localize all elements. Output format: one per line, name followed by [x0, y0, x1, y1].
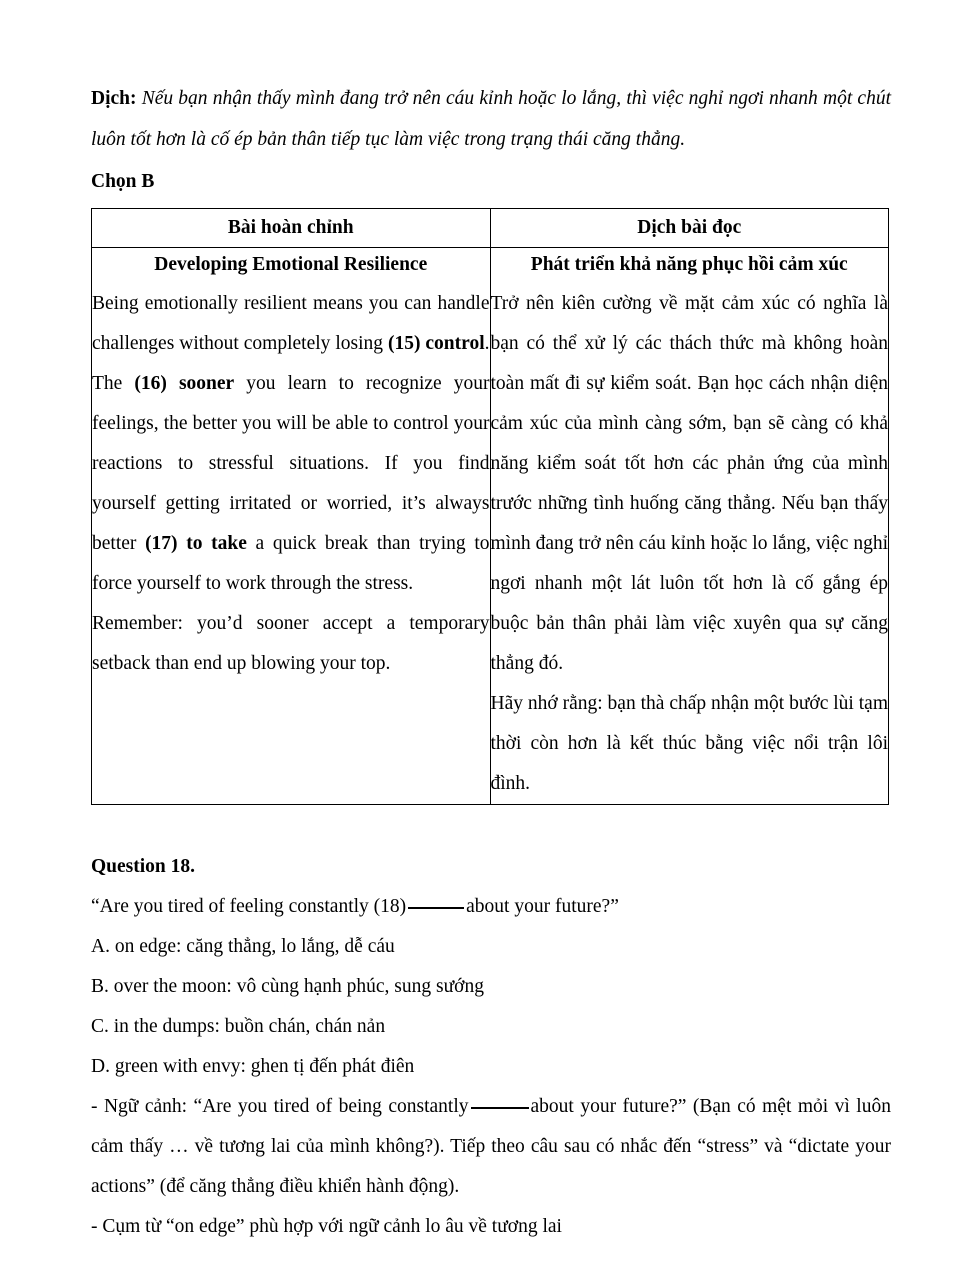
question-prompt-after: about your future?”	[466, 896, 619, 917]
question-conclusion: - Cụm từ “on edge” phù hợp với ngữ cảnh lo âu về tương lai	[91, 1216, 562, 1237]
passage-text: Being emotionally resilient means you can handle challenges without completely losing	[92, 293, 490, 354]
passage-text: Trở nên kiên cường về mặt cảm xúc có nghĩa là bạn có thể xử lý các thách thức mà không hoàn toàn mất đi sự kiểm soát. Bạn học cách nhận diện cảm xúc của mình càng sớm, bạn sẽ càng có khả năng kiểm soát tốt hơn các phản ứng của mình trước những tình huống căng thẳng. Nếu bạn thấy mình đang trở nên cáu kỉnh hoặc lo lắng, việc nghỉ ngơi nhanh một lát luôn tốt hơn là cố gắng ép buộc bản thân phải làm việc xuyên qua sự căng thẳng đó.	[490, 293, 888, 674]
question-block	[91, 847, 891, 1247]
translation-label: Dịch:	[91, 88, 137, 109]
option-a[interactable]: A. on edge: căng thẳng, lo lắng, dễ cáu	[91, 936, 395, 957]
question-prompt-before: “Are you tired of feeling constantly (18)	[91, 896, 407, 917]
question-prompt	[91, 887, 891, 927]
explanation-after: about your future?” (Bạn có mệt mỏi vì luôn cảm thấy … về tương lai của mình không?). Tiếp theo câu sau có nhắc đến “stress” và “dictate your actions” (để căng thẳng điều khiển hành động).	[91, 1096, 891, 1197]
answer-key-token: (15) control	[387, 333, 485, 354]
translation-text: Nếu bạn nhận thấy mình đang trở nên cáu kỉnh hoặc lo lắng, thì việc nghỉ ngơi nhanh một chút luôn tốt hơn là cố ép bản thân tiếp tục làm việc trong trạng thái căng thẳng.	[91, 88, 892, 150]
column-header-original: Bài hoàn chỉnh	[92, 209, 491, 248]
passage-text: Remember: you’d sooner accept a temporary setback than end up blowing your top.	[92, 613, 490, 674]
option-b[interactable]: B. over the moon: vô cùng hạnh phúc, sung sướng	[91, 976, 484, 997]
passage-text: . The	[92, 333, 490, 394]
option-d[interactable]: D. green with envy: ghen tị đến phát điên	[91, 1056, 415, 1077]
passage-paragraph	[491, 684, 889, 804]
passage-text: a quick break than trying to force yourself to work through the stress.	[92, 533, 490, 594]
question-title: Question 18.	[91, 856, 196, 877]
passage-text: Hãy nhớ rằng: bạn thà chấp nhận một bước lùi tạm thời còn hơn là kết thúc bằng việc nổi trận lôi đình.	[490, 693, 888, 794]
explanation-before: - Ngữ cảnh: “Are you tired of being constantly	[91, 1096, 469, 1117]
table-row	[92, 248, 889, 805]
explanation-blank	[471, 1107, 529, 1109]
passage-title-original: Developing Emotional Resilience	[154, 254, 428, 275]
passage-body-original	[92, 284, 490, 684]
answer-key-token: (16) sooner	[134, 373, 235, 394]
passage-title-translation: Phát triển khả năng phục hồi cảm xúc	[530, 254, 848, 275]
table-header-row	[92, 209, 889, 248]
answer-key-token: (17) to take	[145, 533, 247, 554]
cell-translated-passage	[490, 248, 889, 805]
answer-blank	[408, 907, 464, 909]
passage-paragraph	[92, 284, 490, 604]
question-explanation	[91, 1087, 891, 1207]
chosen-answer: Chọn B	[91, 171, 155, 192]
passage-body-translation	[491, 284, 889, 804]
passage-paragraph	[92, 604, 490, 684]
column-header-translation: Dịch bài đọc	[490, 209, 889, 248]
cell-original-passage	[92, 248, 491, 805]
passage-text: you learn to recognize your feelings, the better you will be able to control your reactions to stressful situations. If you find yourself getting irritated or worried, it’s always better	[92, 373, 490, 554]
passage-paragraph	[491, 284, 889, 684]
passage-translation-table	[91, 208, 889, 805]
option-c[interactable]: C. in the dumps: buồn chán, chán nản	[91, 1016, 386, 1037]
translation-paragraph	[91, 78, 891, 160]
